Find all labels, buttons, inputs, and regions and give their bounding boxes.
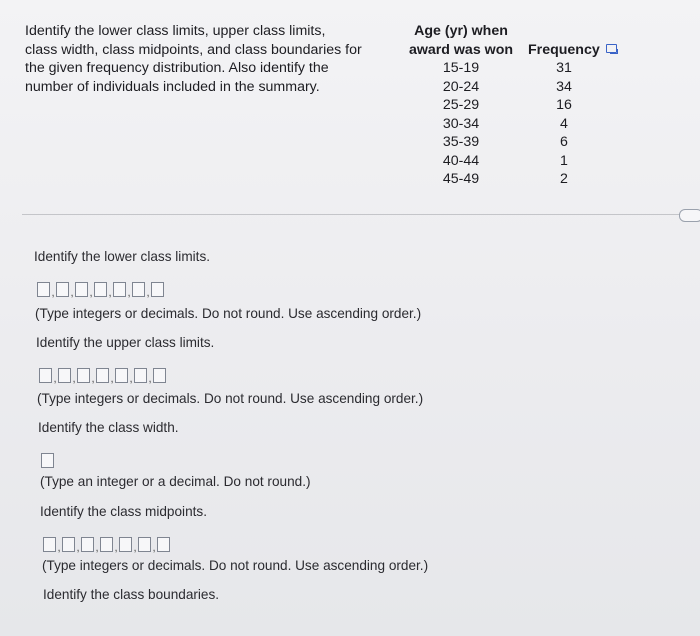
class-width-hint: (Type an integer or a decimal. Do not round.) bbox=[40, 474, 311, 489]
frequency-cell: 6 bbox=[560, 134, 568, 150]
answer-input[interactable] bbox=[43, 537, 56, 552]
problem-line: the given frequency distribution. Also identify the bbox=[25, 60, 329, 76]
upper-limits-hint: (Type integers or decimals. Do not round. Use ascending order.) bbox=[37, 391, 424, 406]
lower-limits-answer-group: , , , , , , bbox=[37, 282, 164, 297]
class-width-prompt: Identify the class width. bbox=[38, 420, 179, 435]
problem-line: number of individuals included in the summary. bbox=[25, 78, 320, 95]
table-row bbox=[402, 78, 592, 97]
age-cell: 25-29 bbox=[442, 97, 480, 113]
upper-limits-answer-group: , , , , , , bbox=[39, 368, 166, 383]
answer-input[interactable] bbox=[75, 282, 88, 297]
problem-statement bbox=[25, 22, 385, 96]
midpoints-hint: (Type integers or decimals. Do not round. Use ascending order.) bbox=[42, 558, 429, 573]
section-divider bbox=[22, 214, 687, 215]
table-row bbox=[402, 59, 592, 78]
answer-input[interactable] bbox=[115, 368, 128, 383]
answer-input[interactable] bbox=[58, 368, 71, 383]
answer-input[interactable] bbox=[132, 282, 145, 297]
age-cell: 30-34 bbox=[442, 115, 480, 132]
frequency-cell: 2 bbox=[560, 171, 568, 187]
answer-input[interactable] bbox=[134, 368, 147, 383]
answer-input[interactable] bbox=[77, 368, 90, 383]
table-row bbox=[402, 170, 592, 189]
lower-limits-hint: (Type integers or decimals. Do not round. Use ascending order.) bbox=[35, 306, 422, 321]
table-row bbox=[402, 152, 592, 171]
age-cell: 45-49 bbox=[442, 171, 480, 187]
frequency-column-header: Frequency bbox=[528, 41, 617, 60]
answer-input[interactable] bbox=[96, 368, 109, 383]
age-cell: 40-44 bbox=[442, 152, 480, 169]
answer-input[interactable] bbox=[94, 282, 107, 297]
answer-input[interactable] bbox=[100, 537, 113, 552]
boundaries-prompt: Identify the class boundaries. bbox=[43, 587, 220, 602]
frequency-cell: 16 bbox=[556, 97, 572, 113]
midpoints-prompt: Identify the class midpoints. bbox=[40, 504, 207, 519]
age-cell: 15-19 bbox=[442, 60, 480, 76]
frequency-cell: 34 bbox=[556, 78, 572, 95]
frequency-cell: 4 bbox=[560, 115, 568, 132]
table-row bbox=[402, 115, 592, 134]
answer-input[interactable] bbox=[37, 282, 50, 297]
problem-line: Identify the lower class limits, upper class limits, bbox=[25, 23, 326, 39]
answer-input[interactable] bbox=[56, 282, 69, 297]
answer-input[interactable] bbox=[151, 282, 164, 297]
class-width-answer-group bbox=[41, 453, 54, 468]
answer-input[interactable] bbox=[153, 368, 166, 383]
midpoints-answer-group: , , , , , , bbox=[43, 537, 170, 552]
answer-input[interactable] bbox=[81, 537, 94, 552]
answer-input[interactable] bbox=[119, 537, 132, 552]
frequency-cell: 1 bbox=[560, 152, 568, 169]
answer-input[interactable] bbox=[113, 282, 126, 297]
answer-input[interactable] bbox=[138, 537, 151, 552]
table-row bbox=[402, 133, 592, 152]
age-cell: 20-24 bbox=[442, 78, 480, 95]
lower-limits-prompt: Identify the lower class limits. bbox=[34, 249, 211, 264]
copy-icon[interactable] bbox=[606, 44, 617, 53]
age-cell: 35-39 bbox=[442, 134, 480, 150]
table-row bbox=[402, 96, 592, 115]
upper-limits-prompt: Identify the upper class limits. bbox=[36, 335, 215, 350]
collapse-handle[interactable] bbox=[679, 209, 700, 222]
answer-input[interactable] bbox=[157, 537, 170, 552]
frequency-cell: 31 bbox=[556, 60, 572, 76]
answer-input[interactable] bbox=[41, 453, 54, 468]
problem-line: class width, class midpoints, and class boundaries for bbox=[25, 41, 362, 58]
answer-input[interactable] bbox=[39, 368, 52, 383]
answer-input[interactable] bbox=[62, 537, 75, 552]
age-column-header: Age (yr) when award was won bbox=[408, 23, 514, 58]
